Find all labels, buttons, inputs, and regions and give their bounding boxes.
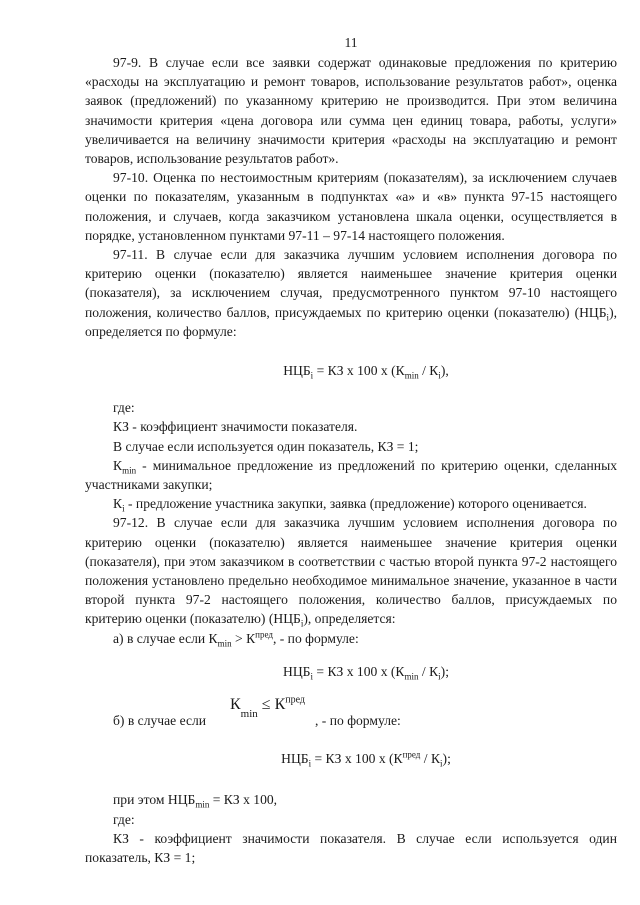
kz-definition: КЗ - коэффициент значимости показателя. [113, 419, 358, 435]
page-number: 11 [344, 35, 358, 50]
case-b-suffix: , - по формуле: [315, 713, 401, 729]
where-label: где: [113, 400, 135, 416]
case-a: а) в случае если $К_{min} > К^{пред}$, - по формуле: [113, 629, 359, 649]
document-body [85, 53, 617, 867]
where-label-2: где: [113, 811, 135, 827]
formula-3: $НЦБ_i$ = КЗ х 100 х $(К^{пред} / К_i)$; [281, 749, 451, 769]
paragraph-97-12: 97-12. В случае если для заказчика лучшим условием исполнения договора по критерию оценки (показателю) является наименьшее значение критерия оценки (показателя), при этом заказчиком в соответствии с частью второй пункта 97-2 настоящего положения установлено предельно необходимое минимальное значение, указанное в части второй пункта 97-2 настоящего положения, количество баллов, присуждаемых по критерию оценки (показателю) $(НЦБ_i)$, определяется: [85, 515, 617, 630]
formula-2: $НЦБ_i$ = КЗ х 100 х $(К_{min} / К_i)$; [283, 663, 449, 682]
paragraph-97-9: 97-9. В случае если все заявки содержат одинаковые предложения по критерию «расходы на эксплуатацию и ремонт товаров, использование результатов работ», оценка заявок (предложений) по указанному критерию не производится. При этом величина значимости критерия «цена договора или сумма цен единиц товара, работы, услуги» увеличивается на величину значимости критерия «расходы на эксплуатацию и ремонт товаров, использование результатов работ». [85, 55, 617, 167]
nzb-min-line: при этом $НЦБ_{min}$ = КЗ х 100, [113, 792, 278, 811]
paragraph-97-10: 97-10. Оценка по нестоимостным критериям (показателям), за исключением случаев оценки по показателям, указанным в подпунктах «а» и «в» пункта 97-15 настоящего положения, и случаев, когда заказчиком установлена шкала оценки, осуществляется в порядке, установленном пунктами 97-11 – 97-14 настоящего положения. [85, 170, 617, 243]
case-b-label: б) в случае если [113, 713, 207, 729]
case-b [85, 695, 617, 729]
kz-definition-2: КЗ - коэффициент значимости показателя. В случае если используется один показатель, КЗ = 1; [85, 830, 617, 865]
case-b-condition: $К_{min} \le К^{пред}$ [230, 694, 305, 721]
kmin-definition: $К_{min}$ - минимальное предложение из предложений по критерию оценки, сделанных участниками закупки; [85, 457, 617, 493]
ki-definition: $К_i$ - предложение участника закупки, заявка (предложение) которого оценивается. [113, 496, 587, 514]
paragraph-97-11: 97-11. В случае если для заказчика лучшим условием исполнения договора по критерию оценки (показателю) является наименьшее значение критерия оценки (показателя), за исключением случая, предусмотренного пунктом 97-10 настоящего положения, количество баллов, присуждаемых по критерию оценки (показателю) $(НЦБ_i)$, определяется по формуле: [85, 247, 617, 339]
formula-1: $НЦБ_i$ = КЗ х 100 х $(К_{min} / К_i)$, [283, 363, 449, 381]
single-indicator-note: В случае если используется один показатель, КЗ = 1; [113, 438, 419, 454]
